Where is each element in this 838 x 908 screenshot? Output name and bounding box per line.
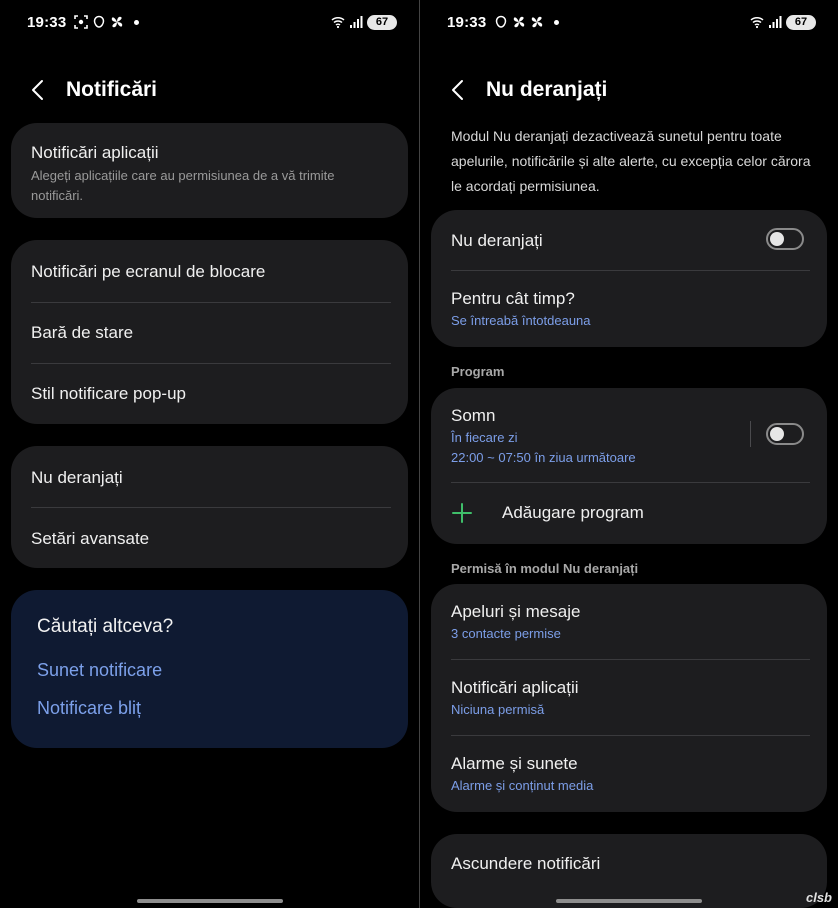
screenshot-icon — [74, 15, 88, 29]
app-notifications-card[interactable] — [11, 123, 408, 218]
allowed-card — [431, 584, 827, 812]
schedule-days: În fiecare zi — [451, 430, 518, 445]
app-notification-icon — [92, 15, 106, 29]
divider — [451, 270, 810, 271]
gesture-bar[interactable] — [137, 899, 283, 903]
divider — [31, 507, 391, 508]
pinwheel-icon — [512, 15, 526, 29]
page-title: Nu deranjați — [486, 78, 608, 101]
status-bar — [447, 11, 816, 33]
app-notifications-title: Notificări aplicații — [31, 143, 159, 162]
dnd-toggle-label: Nu deranjați — [451, 231, 543, 250]
more-notifications-dot — [134, 20, 139, 25]
hide-notifications-card[interactable] — [431, 834, 827, 908]
divider — [451, 659, 810, 660]
duration-item[interactable] — [431, 289, 611, 331]
calls-messages-item[interactable]: Apeluri și mesaje 3 contacte permise — [451, 602, 581, 641]
divider — [451, 735, 810, 736]
battery-indicator: 67 — [367, 15, 397, 30]
dnd-description: Modul Nu deranjați dezactivează sunetul pentru toate apelurile, notificările și alte alerte, cu excepția celor cărora le acordați permisiunea. — [451, 128, 811, 194]
alarms-sounds-item[interactable]: Alarme și sunete Alarme și conținut media — [451, 754, 594, 793]
add-program-label: Adăugare program — [502, 503, 644, 522]
back-arrow-icon[interactable] — [450, 79, 466, 101]
sleep-schedule-switch[interactable] — [766, 423, 804, 445]
dnd-main-card — [431, 210, 827, 347]
wifi-icon — [331, 15, 345, 29]
hide-notifications-label: Ascundere notificări — [451, 854, 601, 873]
schedule-name: Somn — [451, 406, 496, 425]
status-time: 19:33 — [447, 13, 487, 31]
looking-for-something-else-card — [11, 590, 408, 748]
flash-notification-link[interactable]: Notificare bliț — [37, 698, 142, 718]
program-section-label: Program — [451, 364, 505, 379]
battery-indicator: 67 — [786, 15, 816, 30]
program-card — [431, 388, 827, 544]
signal-icon — [768, 15, 782, 29]
gesture-bar[interactable] — [556, 899, 702, 903]
plus-icon — [451, 502, 473, 524]
status-bar-item[interactable]: Bară de stare — [31, 323, 134, 342]
status-bar — [27, 11, 397, 33]
sleep-schedule-item[interactable] — [431, 406, 656, 468]
dnd-advanced-card — [11, 446, 408, 568]
popup-style-item[interactable]: Stil notificare pop-up — [31, 384, 186, 403]
add-program-item[interactable] — [431, 502, 664, 524]
dnd-switch[interactable] — [766, 228, 804, 250]
do-not-disturb-item[interactable]: Nu deranjați — [31, 468, 123, 487]
app-notifications-subtitle: Alegeți aplicațiile care au permisiunea de a vă trimite notificări. — [31, 168, 335, 203]
duration-label: Pentru cât timp? — [451, 289, 575, 308]
advanced-settings-item[interactable]: Setări avansate — [31, 529, 150, 548]
more-notifications-dot — [554, 20, 559, 25]
lock-screen-notifications-item[interactable]: Notificări pe ecranul de blocare — [31, 262, 266, 281]
watermark-logo: clsb — [805, 890, 832, 905]
divider — [31, 363, 391, 364]
status-time: 19:33 — [27, 13, 67, 31]
allowed-section-label: Permisă în modul Nu deranjați — [451, 561, 639, 576]
signal-icon — [349, 15, 363, 29]
pinwheel-icon — [530, 15, 544, 29]
wifi-icon — [750, 15, 764, 29]
duration-value: Se întreabă întotdeauna — [451, 313, 591, 328]
vertical-divider — [750, 421, 751, 447]
app-notification-icon — [494, 15, 508, 29]
page-header — [450, 70, 818, 110]
search-card-title: Căutați altceva? — [37, 616, 174, 637]
divider — [451, 482, 810, 483]
divider — [31, 302, 391, 303]
notification-display-card — [11, 240, 408, 424]
back-arrow-icon[interactable] — [30, 79, 46, 101]
notification-sound-link[interactable]: Sunet notificare — [37, 660, 163, 680]
schedule-time: 22:00 ~ 07:50 în ziua următoare — [451, 450, 636, 466]
page-title: Notificări — [66, 78, 158, 101]
page-header — [30, 70, 399, 110]
right-screen — [419, 0, 838, 908]
app-notifications-item[interactable]: Notificări aplicații Niciuna permisă — [451, 678, 579, 717]
pinwheel-icon — [110, 15, 124, 29]
